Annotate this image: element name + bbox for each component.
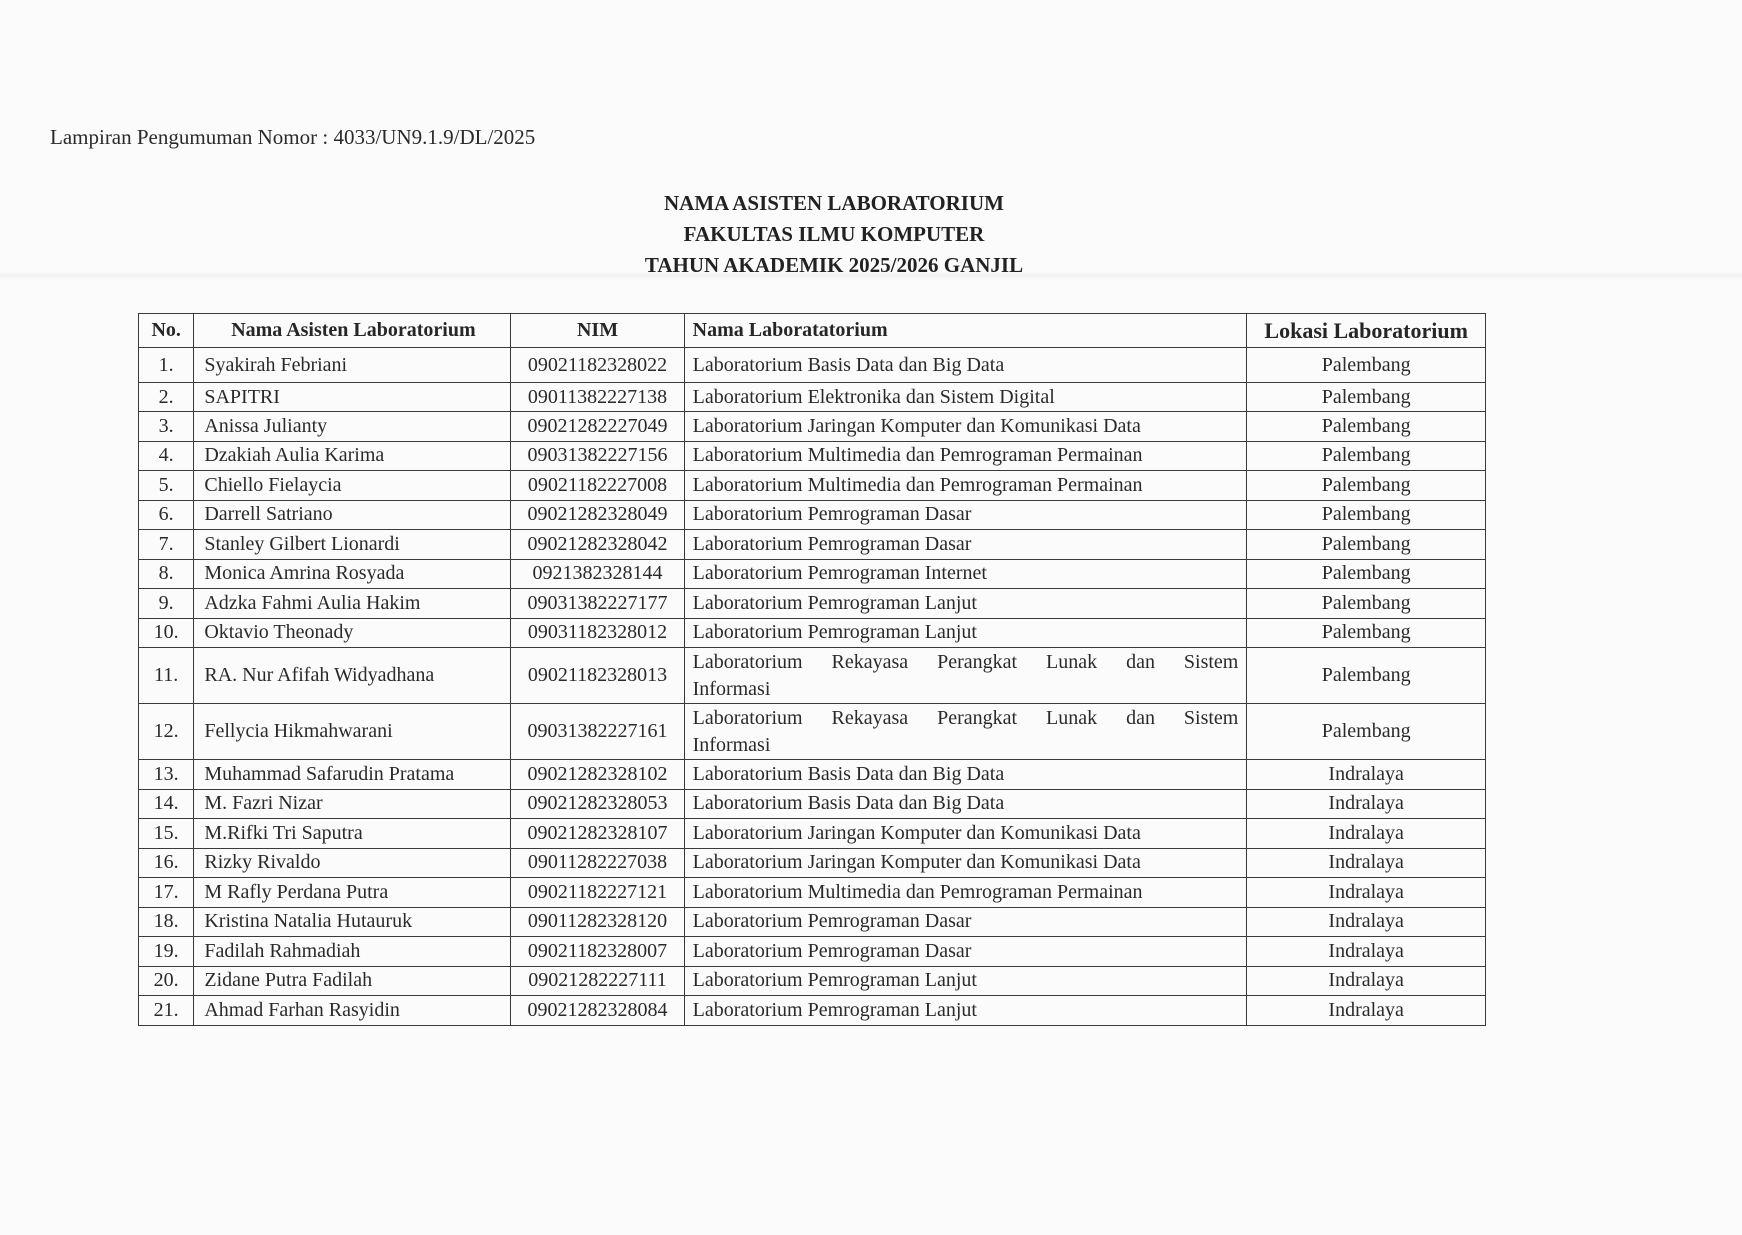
cell-lab: Laboratorium Basis Data dan Big Data xyxy=(684,348,1247,383)
cell-name: M Rafly Perdana Putra xyxy=(194,878,511,908)
table-row xyxy=(139,878,1486,908)
cell-name: M.Rifki Tri Saputra xyxy=(194,819,511,849)
cell-name: Ahmad Farhan Rasyidin xyxy=(194,996,511,1026)
cell-name: Muhammad Safarudin Pratama xyxy=(194,760,511,790)
table-row xyxy=(139,704,1486,760)
announcement-reference: Lampiran Pengumuman Nomor : 4033/UN9.1.9/DL/2025 xyxy=(50,125,536,149)
table-row xyxy=(139,348,1486,383)
cell-lab: Laboratorium Pemrograman Lanjut xyxy=(684,618,1247,648)
assistant-table xyxy=(138,313,1486,1026)
cell-lab-line-1: Laboratorium Rekayasa Perangkat Lunak dan Sistem xyxy=(692,650,1239,673)
cell-name: Anissa Julianty xyxy=(194,412,511,442)
cell-no: 1. xyxy=(139,348,194,383)
cell-no: 3. xyxy=(139,412,194,442)
table-row xyxy=(139,500,1486,530)
cell-no: 8. xyxy=(139,559,194,589)
table-row xyxy=(139,530,1486,560)
title-line-3: TAHUN AKADEMIK 2025/2026 GANJIL xyxy=(644,253,1024,277)
cell-nim: 09021282328049 xyxy=(511,500,684,530)
cell-name: Dzakiah Aulia Karima xyxy=(194,441,511,471)
cell-nim: 0921382328144 xyxy=(511,559,684,589)
table-row xyxy=(139,789,1486,819)
cell-name: Adzka Fahmi Aulia Hakim xyxy=(194,589,511,619)
cell-name: Fadilah Rahmadiah xyxy=(194,937,511,967)
cell-location: Indralaya xyxy=(1247,937,1486,967)
table-row xyxy=(139,937,1486,967)
title-line-2: FAKULTAS ILMU KOMPUTER xyxy=(683,222,985,246)
cell-location: Indralaya xyxy=(1247,996,1486,1026)
cell-lab: Laboratorium Pemrograman Dasar xyxy=(684,907,1247,937)
table-row xyxy=(139,648,1486,704)
table-row xyxy=(139,907,1486,937)
cell-lab: Laboratorium Basis Data dan Big Data xyxy=(684,760,1247,790)
cell-nim: 09031382227161 xyxy=(511,704,684,760)
title-line-1: NAMA ASISTEN LABORATORIUM xyxy=(664,191,1004,215)
cell-nim: 09021282227111 xyxy=(511,966,684,996)
cell-nim: 09031382227156 xyxy=(511,441,684,471)
cell-nim: 09021182328022 xyxy=(511,348,684,383)
cell-nim: 09021282328084 xyxy=(511,996,684,1026)
cell-lab: Laboratorium Multimedia dan Pemrograman Permainan xyxy=(684,441,1247,471)
table-row xyxy=(139,559,1486,589)
header-no: No. xyxy=(139,314,194,348)
cell-location: Indralaya xyxy=(1247,966,1486,996)
cell-lab: Laboratorium Pemrograman Dasar xyxy=(684,500,1247,530)
cell-lab: Laboratorium Basis Data dan Big Data xyxy=(684,789,1247,819)
cell-location: Palembang xyxy=(1247,383,1486,412)
cell-location: Palembang xyxy=(1247,441,1486,471)
table-row xyxy=(139,471,1486,501)
table-body xyxy=(139,348,1486,1026)
cell-location: Palembang xyxy=(1247,589,1486,619)
cell-name: SAPITRI xyxy=(194,383,511,412)
cell-location: Palembang xyxy=(1247,348,1486,383)
cell-no: 6. xyxy=(139,500,194,530)
table-row xyxy=(139,589,1486,619)
cell-lab-line-1: Laboratorium Rekayasa Perangkat Lunak dan Sistem xyxy=(692,706,1239,729)
cell-nim: 09021182328007 xyxy=(511,937,684,967)
cell-name: M. Fazri Nizar xyxy=(194,789,511,819)
cell-nim: 09011282328120 xyxy=(511,907,684,937)
cell-lab: Laboratorium Jaringan Komputer dan Komunikasi Data xyxy=(684,848,1247,878)
cell-name: Darrell Satriano xyxy=(194,500,511,530)
cell-no: 20. xyxy=(139,966,194,996)
cell-nim: 09021182227008 xyxy=(511,471,684,501)
cell-no: 15. xyxy=(139,819,194,849)
cell-location: Palembang xyxy=(1247,530,1486,560)
header-name: Nama Asisten Laboratorium xyxy=(194,314,511,348)
cell-lab xyxy=(684,648,1247,704)
cell-name: Kristina Natalia Hutauruk xyxy=(194,907,511,937)
cell-lab: Laboratorium Jaringan Komputer dan Komunikasi Data xyxy=(684,412,1247,442)
cell-nim: 09031382227177 xyxy=(511,589,684,619)
cell-name: Syakirah Febriani xyxy=(194,348,511,383)
table-row xyxy=(139,412,1486,442)
cell-no: 12. xyxy=(139,704,194,760)
cell-lab-line-2: Informasi xyxy=(692,677,771,700)
cell-location: Palembang xyxy=(1247,500,1486,530)
cell-no: 10. xyxy=(139,618,194,648)
cell-location: Indralaya xyxy=(1247,878,1486,908)
cell-name: Zidane Putra Fadilah xyxy=(194,966,511,996)
cell-lab: Laboratorium Pemrograman Dasar xyxy=(684,937,1247,967)
cell-location: Palembang xyxy=(1247,471,1486,501)
cell-lab: Laboratorium Elektronika dan Sistem Digital xyxy=(684,383,1247,412)
table-row xyxy=(139,966,1486,996)
table-row xyxy=(139,848,1486,878)
cell-no: 5. xyxy=(139,471,194,501)
cell-no: 14. xyxy=(139,789,194,819)
cell-nim: 09011282227038 xyxy=(511,848,684,878)
cell-location: Indralaya xyxy=(1247,848,1486,878)
cell-location: Indralaya xyxy=(1247,789,1486,819)
table-header-row xyxy=(139,314,1486,348)
cell-lab: Laboratorium Pemrograman Lanjut xyxy=(684,589,1247,619)
cell-location: Palembang xyxy=(1247,412,1486,442)
table-row xyxy=(139,383,1486,412)
cell-nim: 09021282328107 xyxy=(511,819,684,849)
cell-name: Oktavio Theonady xyxy=(194,618,511,648)
cell-location: Indralaya xyxy=(1247,907,1486,937)
cell-location: Palembang xyxy=(1247,559,1486,589)
cell-nim: 09021282328102 xyxy=(511,760,684,790)
table-row xyxy=(139,441,1486,471)
cell-name: Rizky Rivaldo xyxy=(194,848,511,878)
cell-nim: 09021182227121 xyxy=(511,878,684,908)
cell-location: Indralaya xyxy=(1247,760,1486,790)
header-nim: NIM xyxy=(511,314,684,348)
cell-nim: 09021282227049 xyxy=(511,412,684,442)
cell-no: 7. xyxy=(139,530,194,560)
cell-location: Indralaya xyxy=(1247,819,1486,849)
cell-lab xyxy=(684,704,1247,760)
cell-location: Palembang xyxy=(1247,648,1486,704)
cell-no: 17. xyxy=(139,878,194,908)
cell-lab: Laboratorium Pemrograman Lanjut xyxy=(684,966,1247,996)
cell-no: 19. xyxy=(139,937,194,967)
cell-lab: Laboratorium Jaringan Komputer dan Komunikasi Data xyxy=(684,819,1247,849)
table-row xyxy=(139,760,1486,790)
cell-name: Stanley Gilbert Lionardi xyxy=(194,530,511,560)
cell-nim: 09031182328012 xyxy=(511,618,684,648)
table-row xyxy=(139,819,1486,849)
cell-location: Palembang xyxy=(1247,618,1486,648)
cell-no: 13. xyxy=(139,760,194,790)
header-location: Lokasi Laboratorium xyxy=(1247,314,1486,348)
cell-lab: Laboratorium Pemrograman Dasar xyxy=(684,530,1247,560)
table-row xyxy=(139,996,1486,1026)
cell-lab-line-2: Informasi xyxy=(692,733,771,756)
cell-lab: Laboratorium Pemrograman Internet xyxy=(684,559,1247,589)
cell-name: Monica Amrina Rosyada xyxy=(194,559,511,589)
cell-nim: 09021282328042 xyxy=(511,530,684,560)
cell-no: 4. xyxy=(139,441,194,471)
cell-name: Fellycia Hikmahwarani xyxy=(194,704,511,760)
cell-no: 9. xyxy=(139,589,194,619)
document-title xyxy=(0,188,1668,281)
cell-lab: Laboratorium Multimedia dan Pemrograman Permainan xyxy=(684,878,1247,908)
cell-name: Chiello Fielaycia xyxy=(194,471,511,501)
cell-lab: Laboratorium Pemrograman Lanjut xyxy=(684,996,1247,1026)
cell-no: 18. xyxy=(139,907,194,937)
cell-lab: Laboratorium Multimedia dan Pemrograman Permainan xyxy=(684,471,1247,501)
cell-location: Palembang xyxy=(1247,704,1486,760)
header-lab: Nama Laboratatorium xyxy=(684,314,1247,348)
cell-name: RA. Nur Afifah Widyadhana xyxy=(194,648,511,704)
cell-nim: 09021182328013 xyxy=(511,648,684,704)
cell-nim: 09021282328053 xyxy=(511,789,684,819)
cell-no: 16. xyxy=(139,848,194,878)
cell-no: 21. xyxy=(139,996,194,1026)
cell-nim: 09011382227138 xyxy=(511,383,684,412)
cell-no: 11. xyxy=(139,648,194,704)
table-row xyxy=(139,618,1486,648)
cell-no: 2. xyxy=(139,383,194,412)
